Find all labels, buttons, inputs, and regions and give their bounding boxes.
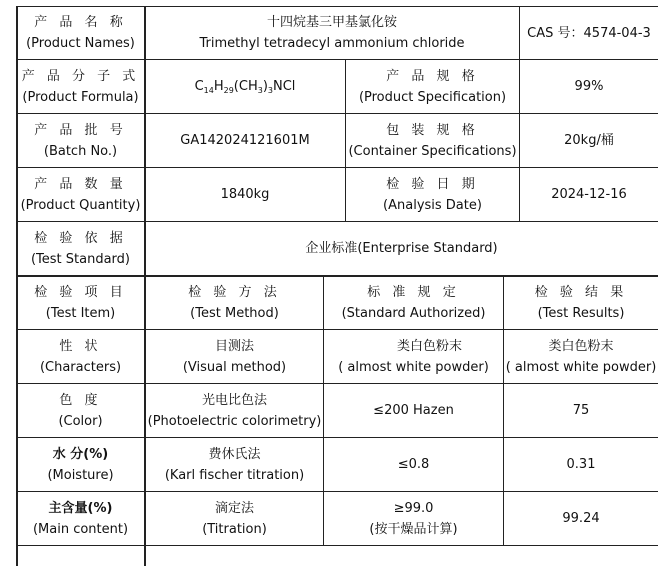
header-test-item [17,277,144,329]
formula-subscript: 3 [257,85,263,95]
item-zh: 水 分(%) [52,446,109,462]
method-zh: 费休氏法 [208,446,261,462]
label-en: (Test Standard) [30,251,131,267]
label-zh: 产 品 分 子 式 [21,68,140,84]
row-color-standard [324,384,503,437]
item-zh: 色 度 [59,392,102,408]
value-zh: 十四烷基三甲基氯化铵 [266,15,397,30]
label-zh: 包 装 规 格 [386,122,479,138]
label-zh: 产 品 数 量 [34,176,127,192]
label-en: (Batch No.) [43,143,118,159]
row-moisture-method [146,438,323,491]
spec-label [346,60,519,113]
row-moisture-result [504,438,658,491]
label-en: (Product Names) [26,36,135,51]
value: 1840kg [220,187,270,202]
container-value [520,114,658,167]
formula-value [145,60,345,113]
method-zh: 光电比色法 [201,392,267,408]
method-zh: 目测法 [214,338,254,354]
quantity-label [17,168,144,221]
row-color-result [504,384,658,437]
chemical-formula [195,76,296,98]
header-zh: 标 准 规 定 [367,285,460,300]
result-zh: 类白色粉末 [548,338,614,354]
label-zh: 产 品 批 号 [34,122,127,138]
row-moisture-standard [324,438,503,491]
standard-note: (按干燥品计算) [369,521,458,537]
analysis-date-value [520,168,658,221]
method-zh: 滴定法 [214,500,254,516]
result-value: 0.31 [566,457,596,472]
formula-subscript: 29 [223,85,234,95]
header-en: (Test Method) [190,306,279,321]
label-zh: 产 品 名 称 [34,15,127,30]
row-characters-item [17,330,144,383]
formula-subscript: 3 [267,85,273,95]
item-en: (Characters) [39,359,122,375]
row-main-content-method [146,492,323,545]
header-en: (Test Results) [537,306,625,321]
row-color-item [17,384,144,437]
standard-value: ≤0.8 [397,457,430,472]
label-zh: 检 验 依 据 [34,230,127,246]
standard-value: ≤200 Hazen [373,403,454,418]
method-en: (Titration) [202,521,267,537]
analysis-date-label [346,168,519,221]
label-en: (Product Quantity) [20,197,141,213]
cas-value: CAS 号：4574-04-3 [527,25,651,41]
label-zh: 产 品 规 格 [386,68,479,84]
product-name-label [17,7,144,59]
formula-label [17,60,144,113]
item-en: (Moisture) [47,467,114,483]
cas-number [520,7,658,59]
row-main-content-standard [324,492,503,545]
standard-en: ( almost white powder) [338,359,489,375]
row-color-method [146,384,323,437]
item-zh: 性 状 [59,338,102,354]
formula-part: (CH [233,78,258,94]
method-en: (Photoelectric colorimetry) [147,413,322,429]
batch-value [145,114,345,167]
row-main-content-item [17,492,144,545]
header-zh: 检 验 项 目 [34,285,127,300]
row-characters-result [504,330,658,383]
item-zh: 主含量(%) [48,500,113,516]
item-en: (Main content) [32,521,129,537]
label-en: (Product Formula) [22,89,139,105]
value: 2024-12-16 [551,187,627,202]
row-characters-standard [324,330,503,383]
item-en: (Color) [58,413,103,429]
formula-part: C [194,78,204,94]
row-main-content-result [504,492,658,545]
value: GA142024121601M [180,133,310,148]
result-en: ( almost white powder) [505,359,657,375]
label-en: (Container Specifications) [348,143,517,159]
header-zh: 检 验 方 法 [188,285,281,300]
label-zh: 检 验 日 期 [386,176,479,192]
formula-part: ) [262,78,268,94]
label-en: (Product Specification) [358,89,507,105]
standard-zh: 类白色粉末 [396,338,462,354]
header-en: (Test Item) [45,306,116,321]
container-label [346,114,519,167]
header-test-results [504,277,658,329]
product-name-value [145,7,519,59]
standard-value: ≥99.0 [393,500,434,516]
header-zh: 检 验 结 果 [534,285,628,300]
row-moisture-item [17,438,144,491]
row-characters-method [146,330,323,383]
quantity-value [145,168,345,221]
method-en: (Visual method) [182,359,287,375]
result-value: 99.24 [562,511,600,526]
method-en: (Karl fischer titration) [164,467,305,483]
value: 99% [574,79,604,94]
rule [16,545,658,546]
header-standard [324,277,503,329]
spec-value [520,60,658,113]
result-value: 75 [572,403,590,418]
formula-part: H [213,78,224,94]
value-en: Trimethyl tetradecyl ammonium chloride [199,36,465,51]
test-standard-label [17,222,144,275]
formula-part: NCl [273,78,296,94]
header-test-method [146,277,323,329]
label-en: (Analysis Date) [383,197,482,213]
value: 企业标准(Enterprise Standard) [305,241,498,256]
formula-subscript: 14 [203,85,214,95]
header-en: (Standard Authorized) [341,306,486,321]
test-standard-value [145,222,658,275]
value: 20kg/桶 [564,133,614,148]
batch-label [17,114,144,167]
